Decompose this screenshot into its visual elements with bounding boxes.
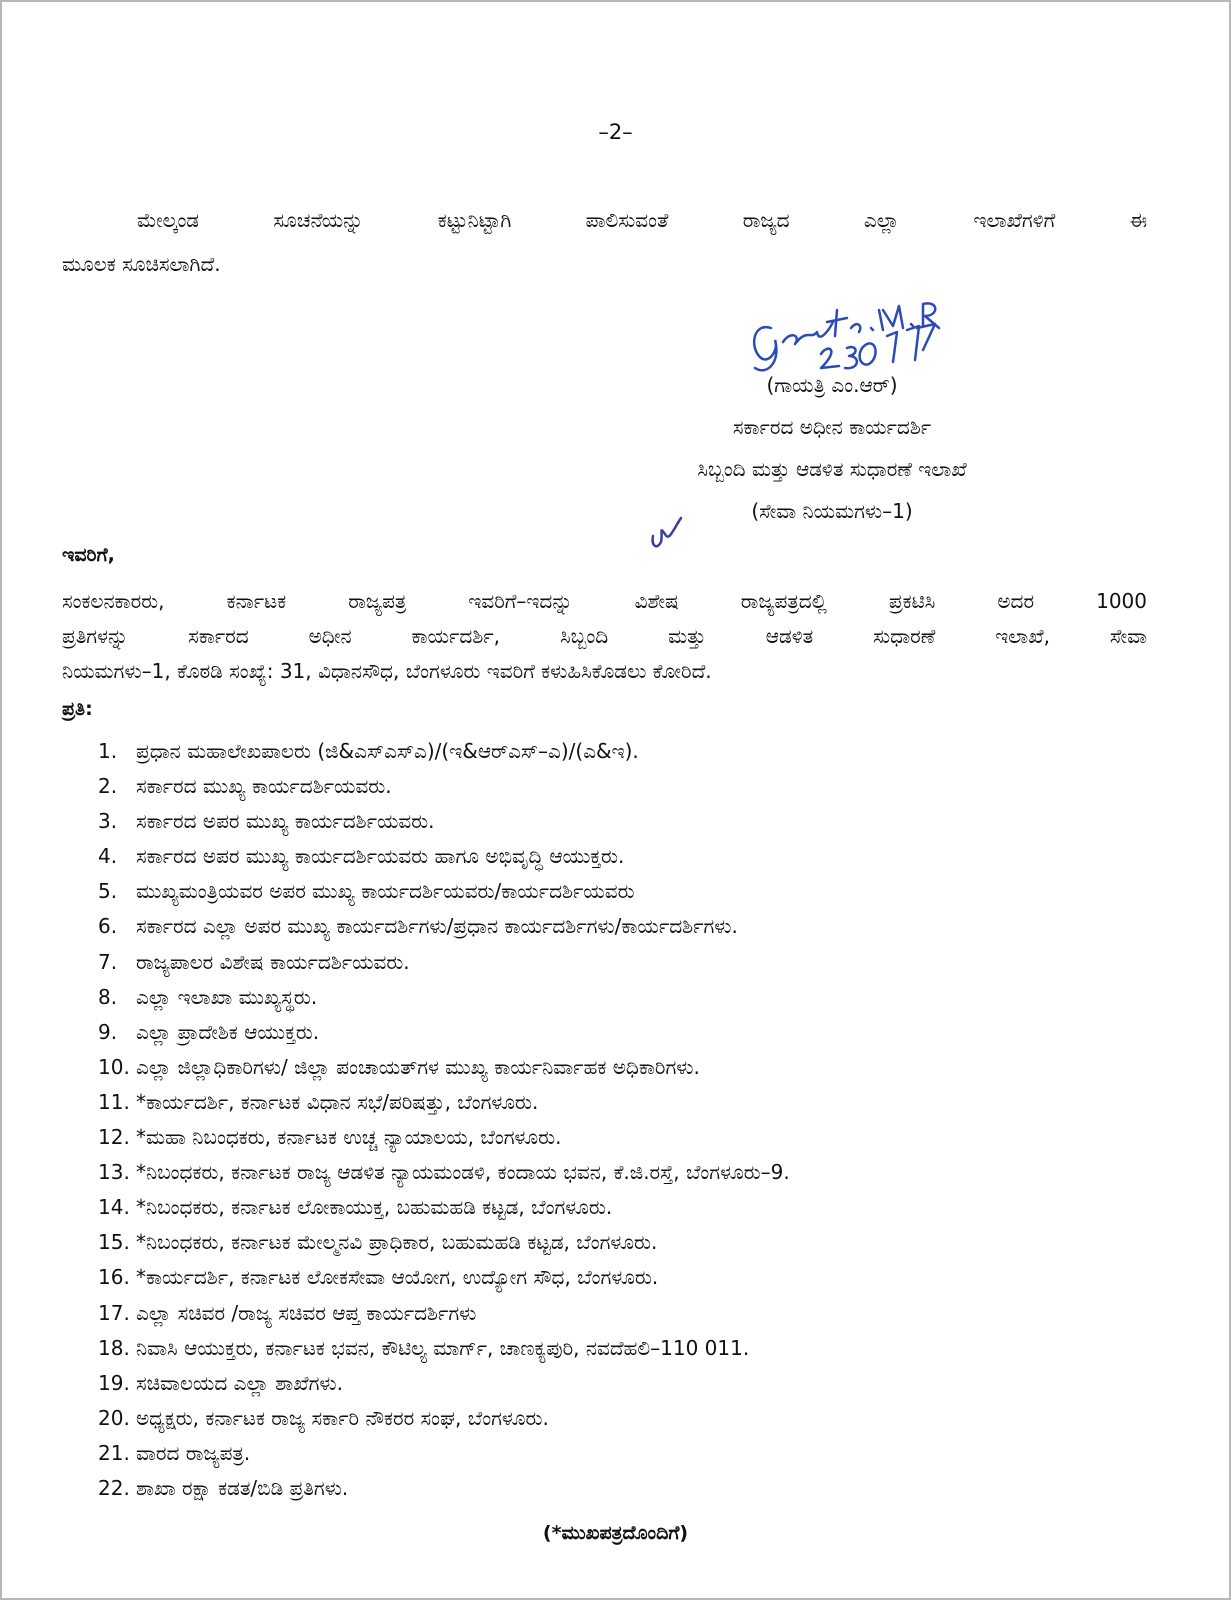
list-item [98,1190,790,1225]
footnote: (*ಮುಖಪತ್ರದೊಂದಿಗೆ) [542,1522,689,1544]
list-item-number: 17. [98,1300,130,1325]
list-item-text: ಸರ್ಕಾರದ ಅಪರ ಮುಖ್ಯ ಕಾರ್ಯದರ್ಶಿಯವರು. [136,809,435,834]
list-item-number: 9. [98,1019,118,1044]
list-item [98,1015,790,1050]
list-item-number: 5. [98,879,118,904]
list-item-number: 11. [98,1089,130,1114]
intro-line-2: ಮೂಲಕ ಸೂಚಿಸಲಾಗಿದೆ. [62,252,221,276]
list-item [98,1260,790,1295]
list-item [98,980,790,1015]
signatory-designation: ಸರ್ಕಾರದ ಅಧೀನ ಕಾರ್ಯದರ್ಶಿ [732,415,932,439]
addressee-line-1: ಸಂಕಲನಕಾರರು, ಕರ್ನಾಟಕ ರಾಜ್ಯಪತ್ರ ಇವರಿಗೆ–ಇದನ್ನು ವಿಶೇಷ ರಾಜ್ಯಪತ್ರದಲ್ಲಿ ಪ್ರಕಟಿಸಿ ಅದರ 1000 [62,589,1147,613]
list-item-text: ಪ್ರಧಾನ ಮಹಾಲೇಖಪಾಲರು (ಜಿ&ಎಸ್‌ಎಸ್‌ಎ)/(ಇ&ಆರ್‌ಎಸ್–ಎ)/(ಎ&ಇ). [136,739,639,763]
list-item [98,1225,790,1260]
list-item [98,1401,790,1436]
list-item-text: ಸರ್ಕಾರದ ಮುಖ್ಯ ಕಾರ್ಯದರ್ಶಿಯವರು. [136,774,392,799]
list-item [98,804,790,839]
signatory-department: ಸಿಬ್ಬಂದಿ ಮತ್ತು ಆಡಳಿತ ಸುಧಾರಣೆ ಇಲಾಖೆ [697,457,967,481]
addressee-line-3: ನಿಯಮಗಳು–1, ಕೊಠಡಿ ಸಂಖ್ಯೆ: 31, ವಿಧಾನಸೌಧ, ಬೆಂಗಳೂರು ಇವರಿಗೆ ಕಳುಹಿಸಿಕೊಡಲು ಕೋರಿದೆ. [62,659,712,683]
list-item-number: 16. [98,1265,130,1290]
signature-block [592,364,1072,532]
list-item-text: *ನಿಬಂಧಕರು, ಕರ್ನಾಟಕ ರಾಜ್ಯ ಆಡಳಿತ ನ್ಯಾಯಮಂಡಳಿ, ಕಂದಾಯ ಭವನ, ಕೆ.ಜಿ.ರಸ್ತೆ, ಬೆಂಗಳೂರು–9. [136,1160,790,1185]
list-item-text: ಅಧ್ಯಕ್ಷರು, ಕರ್ನಾಟಕ ರಾಜ್ಯ ಸರ್ಕಾರಿ ನೌಕರರ ಸಂಘ, ಬೆಂಗಳೂರು. [136,1405,549,1430]
list-item-text: ಸರ್ಕಾರದ ಅಪರ ಮುಖ್ಯ ಕಾರ್ಯದರ್ಶಿಯವರು ಹಾಗೂ ಅಭಿವೃದ್ಧಿ ಆಯುಕ್ತರು. [136,844,625,869]
list-item-text: ಎಲ್ಲಾ ಪ್ರಾದೇಶಿಕ ಆಯುಕ್ತರು. [136,1019,320,1044]
list-item-text: ವಾರದ ರಾಜ್ಯಪತ್ರ. [136,1440,251,1465]
intro-paragraph [62,198,1147,286]
list-item-number: 2. [98,774,118,799]
list-item [98,734,790,769]
list-item-text: ಎಲ್ಲಾ ಜಿಲ್ಲಾಧಿಕಾರಿಗಳು/ ಜಿಲ್ಲಾ ಪಂಚಾಯತ್‌ಗಳ ಮುಖ್ಯ ಕಾರ್ಯನಿರ್ವಾಹಕ ಅಧಿಕಾರಿಗಳು. [136,1054,700,1079]
list-item-number: 12. [98,1125,130,1150]
list-item [98,1366,790,1401]
list-item [98,1436,790,1471]
list-item [98,1331,790,1366]
to-heading: ಇವರಿಗೆ, [62,544,115,566]
addressee-line-2: ಪ್ರತಿಗಳನ್ನು ಸರ್ಕಾರದ ಅಧೀನ ಕಾರ್ಯದರ್ಶಿ, ಸಿಬ್ಬಂದಿ ಮತ್ತು ಆಡಳಿತ ಸುಧಾರಣೆ ಇಲಾಖೆ, ಸೇವಾ [62,624,1147,648]
list-item-number: 8. [98,984,118,1009]
list-item-number: 1. [98,739,118,763]
list-item-text: ಸರ್ಕಾರದ ಎಲ್ಲಾ ಅಪರ ಮುಖ್ಯ ಕಾರ್ಯದರ್ಶಿಗಳು/ಪ್ರಧಾನ ಕಾರ್ಯದರ್ಶಿಗಳು/ಕಾರ್ಯದರ್ಶಿಗಳು. [136,914,738,939]
list-item [98,1050,790,1085]
list-item-text: ಸಚಿವಾಲಯದ ಎಲ್ಲಾ ಶಾಖೆಗಳು. [136,1370,343,1395]
list-item-number: 19. [98,1370,130,1395]
list-item-number: 10. [98,1054,130,1079]
list-item-number: 20. [98,1405,130,1430]
initials-mark [647,512,687,552]
list-item-number: 4. [98,844,118,869]
list-item-text: *ನಿಬಂಧಕರು, ಕರ್ನಾಟಕ ಲೋಕಾಯುಕ್ತ, ಬಹುಮಹಡಿ ಕಟ್ಟಡ, ಬೆಂಗಳೂರು. [136,1195,613,1220]
list-item-text: ಎಲ್ಲಾ ಸಚಿವರ /ರಾಜ್ಯ ಸಚಿವರ ಆಪ್ತ ಕಾರ್ಯದರ್ಶಿಗಳು [136,1300,477,1325]
copy-to-list [98,734,790,1506]
list-item-number: 18. [98,1335,130,1360]
list-item [98,874,790,909]
list-item-number: 7. [98,949,118,974]
list-item-text: *ನಿಬಂಧಕರು, ಕರ್ನಾಟಕ ಮೇಲ್ಮನವಿ ಪ್ರಾಧಿಕಾರ, ಬಹುಮಹಡಿ ಕಟ್ಟಡ, ಬೆಂಗಳೂರು. [136,1230,658,1255]
list-item-number: 22. [98,1475,130,1500]
list-item-text: *ಕಾರ್ಯದರ್ಶಿ, ಕರ್ನಾಟಕ ವಿಧಾನ ಸಭೆ/ಪರಿಷತ್ತು, ಬೆಂಗಳೂರು. [136,1089,539,1114]
list-item [98,839,790,874]
list-item [98,1120,790,1155]
list-item-text: ಎಲ್ಲಾ ಇಲಾಖಾ ಮುಖ್ಯಸ್ಥರು. [136,984,318,1009]
intro-line-1: ಮೇಲ್ಕಂಡ ಸೂಚನೆಯನ್ನು ಕಟ್ಟುನಿಟ್ಟಾಗಿ ಪಾಲಿಸುವಂತೆ ರಾಜ್ಯದ ಎಲ್ಲಾ ಇಲಾಖೆಗಳಿಗೆ ಈ [137,208,1147,232]
addressee-paragraph [62,584,1147,689]
list-item-text: ಮುಖ್ಯಮಂತ್ರಿಯವರ ಅಪರ ಮುಖ್ಯ ಕಾರ್ಯದರ್ಶಿಯವರು/ಕಾರ್ಯದರ್ಶಿಯವರು [136,879,635,904]
page-number: –2– [598,120,633,144]
list-item-text: ನಿವಾಸಿ ಆಯುಕ್ತರು, ಕರ್ನಾಟಕ ಭವನ, ಕೌಟಿಲ್ಯ ಮಾರ್ಗ್, ಚಾಣಕ್ಯಪುರಿ, ನವದೆಹಲಿ–110 011. [136,1335,750,1360]
list-item-number: 14. [98,1195,130,1220]
copy-heading: ಪ್ರತಿ: [62,698,93,720]
list-item-number: 15. [98,1230,130,1255]
list-item-text: ಶಾಖಾ ರಕ್ಷಾ ಕಡತ/ಬಿಡಿ ಪ್ರತಿಗಳು. [136,1475,349,1500]
signatory-section: (ಸೇವಾ ನಿಯಮಗಳು–1) [751,499,913,523]
list-item [98,909,790,944]
list-item-number: 21. [98,1440,130,1465]
list-item [98,1155,790,1190]
list-item-number: 13. [98,1160,130,1185]
list-item-text: ರಾಜ್ಯಪಾಲರ ವಿಶೇಷ ಕಾರ್ಯದರ್ಶಿಯವರು. [136,949,410,974]
list-item-number: 3. [98,809,118,834]
list-item-text: *ಕಾರ್ಯದರ್ಶಿ, ಕರ್ನಾಟಕ ಲೋಕಸೇವಾ ಆಯೋಗ, ಉದ್ಯೋಗ ಸೌಧ, ಬೆಂಗಳೂರು. [136,1265,659,1290]
signatory-name: (ಗಾಯತ್ರಿ ಎಂ.ಆರ್) [766,373,898,397]
list-item [98,769,790,804]
list-item [98,1471,790,1506]
list-item-number: 6. [98,914,118,939]
list-item [98,945,790,980]
list-item [98,1085,790,1120]
list-item [98,1296,790,1331]
list-item-text: *ಮಹಾ ನಿಬಂಧಕರು, ಕರ್ನಾಟಕ ಉಚ್ಚ ನ್ಯಾಯಾಲಯ, ಬೆಂಗಳೂರು. [136,1125,562,1150]
